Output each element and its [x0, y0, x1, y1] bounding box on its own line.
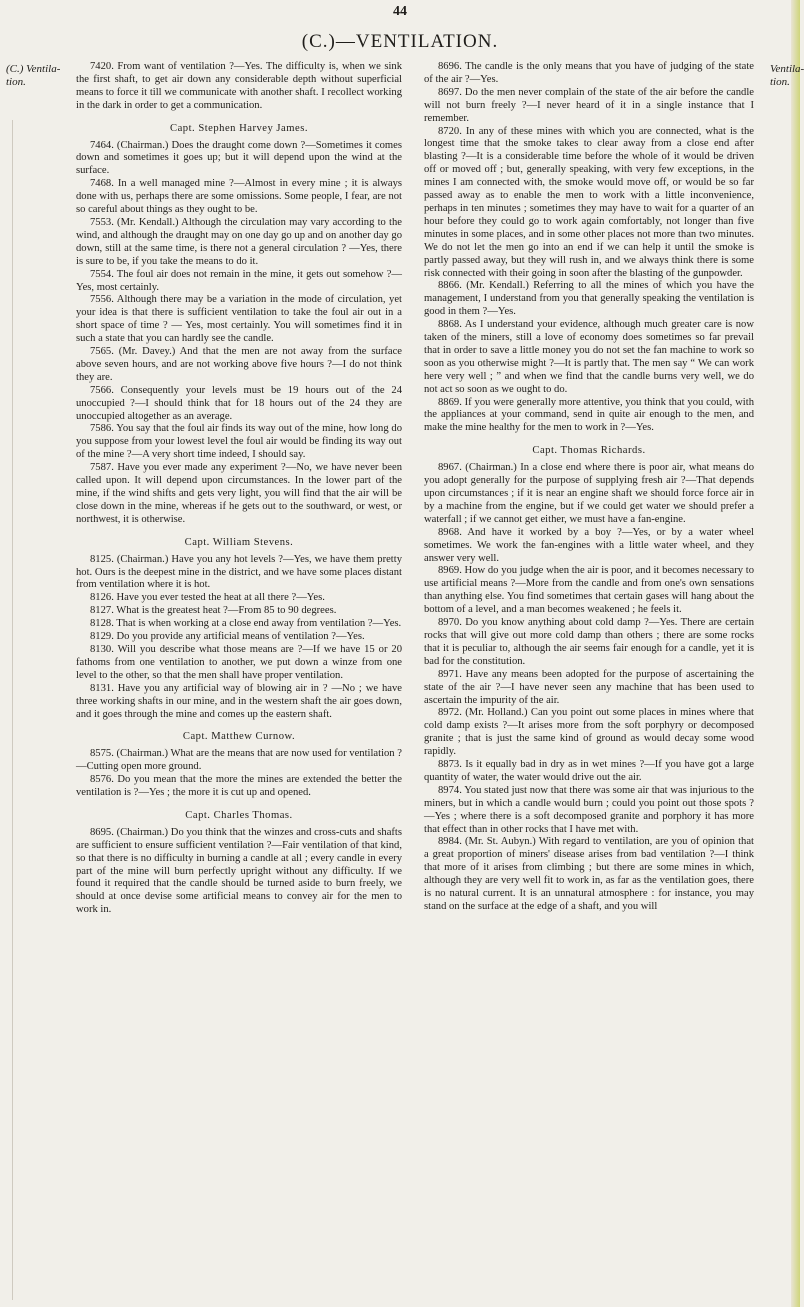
witness-heading: Capt. William Stevens.: [184, 536, 294, 548]
margin-note-left: (C.) Ventila- tion.: [6, 63, 61, 88]
testimony-paragraph: 7565. (Mr. Davey.) And that the men are not away from the surface above seven hours, and are not working above five hours ?—I do not think they are.: [76, 346, 402, 383]
testimony-paragraph: 7554. The foul air does not remain in the mine, it gets out somehow ?—Yes, most certainly.: [76, 268, 402, 293]
testimony-paragraph: 7556. Although there may be a variation in the mode of circulation, yet your idea is that there is sufficient ventilation to take the foul air out in a short space of time ? — Yes, most certainly. You will sometimes find it in such a state that you can hardly see the candle.: [76, 294, 402, 345]
testimony-paragraph: 8126. Have you ever tested the heat at all there ?—Yes.: [90, 592, 325, 604]
testimony-paragraph: 8984. (Mr. St. Aubyn.) With regard to ventilation, are you of opinion that a great proportion of miners' disease arises from bad ventilation ?—I think that more of it arises from climbing ; but there are some mines in which, although they are very well fit to work in, as far as the ventilation goes, there is no natural current. It is an unnatural atmosphere : for instance, you may stand on the surface at the edge of a shaft, and you will: [424, 836, 754, 912]
testimony-paragraph: 8129. Do you provide any artificial means of ventilation ?—Yes.: [90, 631, 365, 643]
testimony-paragraph: 8970. Do you know anything about cold damp ?—Yes. There are certain rocks that will give out more cold damp than others ; there are some rocks that it is peculiar to, although the air seems fair enough for a candle, yet it is bad for the constitution.: [424, 617, 754, 667]
testimony-paragraph: 8130. Will you describe what those means are ?—If we have 15 or 20 fathoms from one ventilation to another, we put down a winze from one level to the other, so that the men shall have proper ventilation.: [76, 643, 402, 681]
left-column: [76, 61, 402, 917]
witness-heading: Capt. Matthew Curnow.: [182, 731, 296, 743]
testimony-paragraph: 7464. (Chairman.) Does the draught come down ?—Sometimes it comes down and sometimes it goes up; but it will depend upon the wind at the surface.: [76, 139, 402, 177]
testimony-paragraph: 8697. Do the men never complain of the state of the air before the candle will not burn freely ?—I never heard of it in a single instance that I remember.: [424, 86, 754, 124]
testimony-paragraph: 8969. How do you judge when the air is poor, and it becomes necessary to use artificial means ?—More from the candle and from one's own sensations than anything else. You find sometimes that certain gases will hang about the bottom of a level, and a man becomes weakened ; he feels it.: [424, 565, 754, 616]
page-gutter: [12, 120, 13, 1300]
testimony-paragraph: 7566. Consequently your levels must be 19 hours out of the 24 unoccupied ?—I should think that for 18 hours out of the 24 they are unoccupied altogether as an average.: [76, 384, 402, 422]
testimony-paragraph: 7587. Have you ever made any experiment ?—No, we have never been called upon. It will depend upon circumstances. In the lower part of the mine, if the wind shifts and gets very light, you will find that the air will be close down in the mine, whereas if he gets out to the southward, or west, or northwest, it is otherwise.: [76, 462, 402, 525]
testimony-paragraph: 8967. (Chairman.) In a close end where there is poor air, what means do you adopt generally for the purpose of supplying fresh air ?—That depends upon circumstances ; if it is near an engine shaft we should force force air in by a machine from the engine, but if we could get water we should prefer a waterfall ; if we cannot get either, we must have a fan-engine.: [424, 462, 754, 525]
testimony-paragraph: 7553. (Mr. Kendall.) Although the circulation may vary according to the wind, and although the draught may on one day go up and on another day go down, still at the same time, is there not a general circulation ? —Yes, there is sure to be, if you take the means to do it.: [76, 216, 402, 267]
testimony-paragraph: 8128. That is when working at a close end away from ventilation ?—Yes.: [90, 618, 402, 630]
testimony-paragraph: 8873. Is it equally bad in dry as in wet mines ?—If you have got a large quantity of water, the water would drive out the air.: [424, 759, 754, 783]
testimony-paragraph: 8971. Have any means been adopted for the purpose of ascertaining the state of the air ?—I have never seen any machine that has been used to ascertain the impurity of the air.: [424, 668, 754, 706]
right-column: [424, 61, 754, 914]
testimony-paragraph: 8696. The candle is the only means that you have of judging of the state of the air ?—Yes.: [424, 61, 754, 85]
testimony-paragraph: 8695. (Chairman.) Do you think that the winzes and cross-cuts and shafts are sufficient to ensure sufficient ventilation ?—Fair ventilation of that kind, so that there is no difficulty in burning a candle at all ; every candle in every part of the mine will burn perfectly upright without any difficulty. If we found it required that the candle should be turned aside to burn freely, we should at once devise some artificial means to convey air for the men to work in.: [76, 826, 402, 916]
testimony-paragraph: 8968. And have it worked by a boy ?—Yes, or by a water wheel sometimes. We work the fan-engines with a little water wheel, and they answer very well.: [424, 526, 754, 564]
testimony-paragraph: 7420. From want of ventilation ?—Yes. The difficulty is, when we sink the first shaft, to get air down any considerable depth without superficial means to force it till we communicate with another shaft. I recollect working in the dark in order to get a communication.: [76, 61, 402, 111]
page-number: 44: [393, 4, 407, 19]
margin-note-right: Ventila- tion.: [770, 63, 804, 88]
witness-heading: Capt. Stephen Harvey James.: [170, 122, 308, 134]
testimony-paragraph: 8125. (Chairman.) Have you any hot levels ?—Yes, we have them pretty hot. Ours is the deepest mine in the district, and we have some places distant from ventilation where it is hot.: [76, 553, 402, 591]
testimony-paragraph: 8868. As I understand your evidence, although much greater care is now taken of the miners, still a love of economy does sometimes so far prevail that in order to save a little money you do not set the fan machine to work so soon as you otherwise might ?—It is partly that. The men say “ We can work here very well ; ” and when we find that the candle burns very well, we do not act so soon as we ought to do.: [424, 319, 754, 395]
witness-heading: Capt. Charles Thomas.: [185, 809, 293, 821]
testimony-paragraph: 8869. If you were generally more attentive, you think that you could, with the appliances at your command, send in quite air enough to the men, and make the mine healthy for the men to work in ?—Yes.: [424, 396, 754, 434]
testimony-paragraph: 8575. (Chairman.) What are the means that are now used for ventilation ?—Cutting open more ground.: [76, 748, 402, 773]
testimony-paragraph: 8576. Do you mean that the more the mines are extended the better the ventilation is ?—Yes ; the more it is cut up and opened.: [76, 774, 402, 799]
testimony-paragraph: 7468. In a well managed mine ?—Almost in every mine ; it is always done with us, perhaps there are some omissions. Some people, I fear, are not so careful about things as they ought to be.: [76, 178, 402, 216]
section-heading: (C.)—VENTILATION.: [301, 31, 499, 52]
testimony-paragraph: 8974. You stated just now that there was some air that was injurious to the miners, but in which a candle would burn ; could you point out those spots ?—Yes ; where there is a soft decomposed granite and porphory it has more that effect than in other rocks that I have met with.: [424, 784, 754, 835]
testimony-paragraph: 8127. What is the greatest heat ?—From 85 to 90 degrees.: [90, 605, 337, 617]
testimony-paragraph: 8720. In any of these mines with which you are connected, what is the longest time that the smoke takes to clear away from a close end after blasting ?—It is a considerable time before the whole of it would be driven off or moved off ; but, generally speaking, with very few exceptions, in the mines I am connected with, the smoke would move off, or would be so far passed away as to enable the men to work with a little inconvenience, perhaps in ten minutes ; sometimes they may have to wait for a quarter of an hour before they could go to work again comfortably, not longer than five minutes in some places, and in some other places not more than two minutes. We do not let the men go into an end if we can help it until the smoke is partly passed away, but they will rush in, and we always think there is some risk connected with their going in soon after the blasting of the gunpowder.: [424, 125, 754, 279]
page-edge: [791, 0, 800, 1307]
testimony-paragraph: 8131. Have you any artificial way of blowing air in ? —No ; we have three working shafts in our mine, and in the western shaft the air goes down, and it goes through the mine and comes up the eastern shaft.: [76, 682, 402, 720]
testimony-paragraph: 8972. (Mr. Holland.) Can you point out some places in mines where that cold damp exists ?—It arises more from the soft porphyry or decomposed granite ; that is just the same kind of ground as would decay some wood rapidly.: [424, 707, 754, 758]
testimony-paragraph: 8866. (Mr. Kendall.) Referring to all the mines of which you have the management, I understand from you that generally speaking the ventilation is good in them ?—Yes.: [424, 280, 754, 318]
testimony-paragraph: 7586. You say that the foul air finds its way out of the mine, how long do you suppose from your lowest level the foul air would be finding its way out of the mine ?—A very short time indeed, I should say.: [76, 423, 402, 461]
witness-heading: Capt. Thomas Richards.: [532, 445, 646, 457]
